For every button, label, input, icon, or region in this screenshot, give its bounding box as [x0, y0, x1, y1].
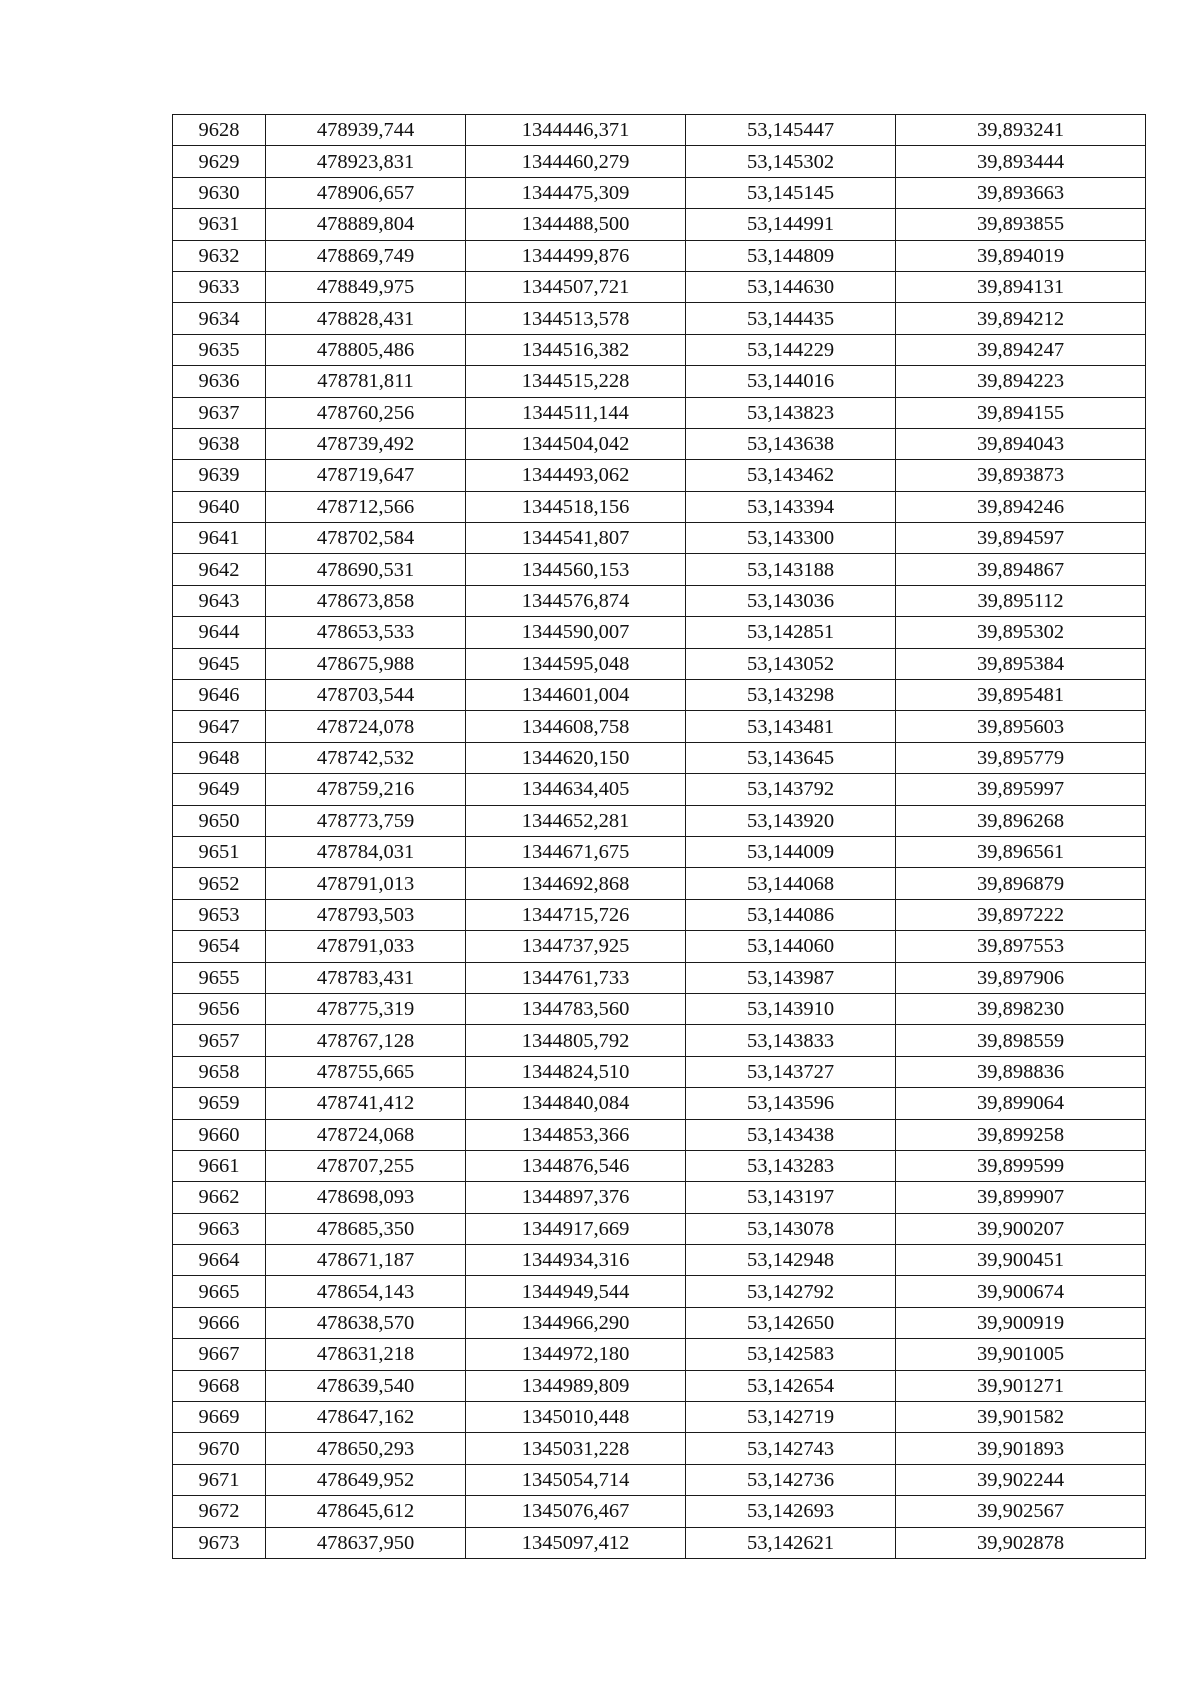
- coordinates-table: [172, 114, 1146, 1559]
- x-coordinate-cell: 478645,612: [266, 1496, 466, 1527]
- x-coordinate-cell: 478775,319: [266, 993, 466, 1024]
- latitude-cell: 53,143481: [686, 711, 896, 742]
- x-coordinate-cell: 478869,749: [266, 240, 466, 271]
- table-row: [173, 240, 1146, 271]
- table-row: [173, 899, 1146, 930]
- y-coordinate-cell: 1344972,180: [466, 1339, 686, 1370]
- longitude-cell: 39,894223: [896, 366, 1146, 397]
- y-coordinate-cell: 1344824,510: [466, 1056, 686, 1087]
- latitude-cell: 53,143596: [686, 1088, 896, 1119]
- x-coordinate-cell: 478703,544: [266, 680, 466, 711]
- x-coordinate-cell: 478712,566: [266, 491, 466, 522]
- y-coordinate-cell: 1344634,405: [466, 774, 686, 805]
- latitude-cell: 53,143394: [686, 491, 896, 522]
- x-coordinate-cell: 478653,533: [266, 617, 466, 648]
- y-coordinate-cell: 1344460,279: [466, 146, 686, 177]
- y-coordinate-cell: 1344876,546: [466, 1150, 686, 1181]
- y-coordinate-cell: 1344513,578: [466, 303, 686, 334]
- point-number-cell: 9670: [173, 1433, 266, 1464]
- y-coordinate-cell: 1344652,281: [466, 805, 686, 836]
- point-number-cell: 9643: [173, 585, 266, 616]
- latitude-cell: 53,144229: [686, 334, 896, 365]
- longitude-cell: 39,898836: [896, 1056, 1146, 1087]
- table-row: [173, 931, 1146, 962]
- table-row: [173, 742, 1146, 773]
- longitude-cell: 39,902244: [896, 1464, 1146, 1495]
- latitude-cell: 53,142654: [686, 1370, 896, 1401]
- latitude-cell: 53,142650: [686, 1307, 896, 1338]
- y-coordinate-cell: 1344516,382: [466, 334, 686, 365]
- latitude-cell: 53,144630: [686, 271, 896, 302]
- table-row: [173, 366, 1146, 397]
- point-number-cell: 9673: [173, 1527, 266, 1558]
- longitude-cell: 39,894597: [896, 523, 1146, 554]
- latitude-cell: 53,144991: [686, 209, 896, 240]
- table-row: [173, 334, 1146, 365]
- point-number-cell: 9637: [173, 397, 266, 428]
- x-coordinate-cell: 478791,033: [266, 931, 466, 962]
- y-coordinate-cell: 1344601,004: [466, 680, 686, 711]
- x-coordinate-cell: 478690,531: [266, 554, 466, 585]
- x-coordinate-cell: 478649,952: [266, 1464, 466, 1495]
- table-row: [173, 585, 1146, 616]
- x-coordinate-cell: 478707,255: [266, 1150, 466, 1181]
- table-row: [173, 1496, 1146, 1527]
- point-number-cell: 9662: [173, 1182, 266, 1213]
- table-row: [173, 303, 1146, 334]
- x-coordinate-cell: 478702,584: [266, 523, 466, 554]
- point-number-cell: 9656: [173, 993, 266, 1024]
- x-coordinate-cell: 478724,068: [266, 1119, 466, 1150]
- table-row: [173, 774, 1146, 805]
- point-number-cell: 9644: [173, 617, 266, 648]
- longitude-cell: 39,901582: [896, 1402, 1146, 1433]
- x-coordinate-cell: 478739,492: [266, 428, 466, 459]
- y-coordinate-cell: 1344541,807: [466, 523, 686, 554]
- table-row: [173, 962, 1146, 993]
- point-number-cell: 9639: [173, 460, 266, 491]
- point-number-cell: 9633: [173, 271, 266, 302]
- table-row: [173, 1464, 1146, 1495]
- table-row: [173, 648, 1146, 679]
- table-row: [173, 177, 1146, 208]
- x-coordinate-cell: 478650,293: [266, 1433, 466, 1464]
- x-coordinate-cell: 478939,744: [266, 115, 466, 146]
- latitude-cell: 53,143300: [686, 523, 896, 554]
- longitude-cell: 39,896879: [896, 868, 1146, 899]
- table-row: [173, 115, 1146, 146]
- longitude-cell: 39,894019: [896, 240, 1146, 271]
- point-number-cell: 9649: [173, 774, 266, 805]
- x-coordinate-cell: 478647,162: [266, 1402, 466, 1433]
- longitude-cell: 39,893855: [896, 209, 1146, 240]
- table-row: [173, 209, 1146, 240]
- table-row: [173, 491, 1146, 522]
- point-number-cell: 9654: [173, 931, 266, 962]
- point-number-cell: 9646: [173, 680, 266, 711]
- y-coordinate-cell: 1344715,726: [466, 899, 686, 930]
- x-coordinate-cell: 478783,431: [266, 962, 466, 993]
- y-coordinate-cell: 1344989,809: [466, 1370, 686, 1401]
- x-coordinate-cell: 478889,804: [266, 209, 466, 240]
- y-coordinate-cell: 1344692,868: [466, 868, 686, 899]
- table-row: [173, 711, 1146, 742]
- longitude-cell: 39,901271: [896, 1370, 1146, 1401]
- latitude-cell: 53,145302: [686, 146, 896, 177]
- x-coordinate-cell: 478654,143: [266, 1276, 466, 1307]
- point-number-cell: 9651: [173, 836, 266, 867]
- table-row: [173, 1245, 1146, 1276]
- y-coordinate-cell: 1345076,467: [466, 1496, 686, 1527]
- longitude-cell: 39,897553: [896, 931, 1146, 962]
- latitude-cell: 53,144435: [686, 303, 896, 334]
- latitude-cell: 53,142736: [686, 1464, 896, 1495]
- x-coordinate-cell: 478671,187: [266, 1245, 466, 1276]
- latitude-cell: 53,143833: [686, 1025, 896, 1056]
- x-coordinate-cell: 478698,093: [266, 1182, 466, 1213]
- x-coordinate-cell: 478742,532: [266, 742, 466, 773]
- point-number-cell: 9665: [173, 1276, 266, 1307]
- latitude-cell: 53,143910: [686, 993, 896, 1024]
- latitude-cell: 53,144086: [686, 899, 896, 930]
- table-row: [173, 1119, 1146, 1150]
- table-row: [173, 1370, 1146, 1401]
- point-number-cell: 9636: [173, 366, 266, 397]
- table-row: [173, 1182, 1146, 1213]
- y-coordinate-cell: 1345031,228: [466, 1433, 686, 1464]
- x-coordinate-cell: 478906,657: [266, 177, 466, 208]
- latitude-cell: 53,143987: [686, 962, 896, 993]
- y-coordinate-cell: 1344671,675: [466, 836, 686, 867]
- longitude-cell: 39,895481: [896, 680, 1146, 711]
- point-number-cell: 9672: [173, 1496, 266, 1527]
- point-number-cell: 9628: [173, 115, 266, 146]
- point-number-cell: 9669: [173, 1402, 266, 1433]
- x-coordinate-cell: 478784,031: [266, 836, 466, 867]
- point-number-cell: 9635: [173, 334, 266, 365]
- y-coordinate-cell: 1345010,448: [466, 1402, 686, 1433]
- x-coordinate-cell: 478849,975: [266, 271, 466, 302]
- point-number-cell: 9667: [173, 1339, 266, 1370]
- latitude-cell: 53,142621: [686, 1527, 896, 1558]
- point-number-cell: 9652: [173, 868, 266, 899]
- latitude-cell: 53,143823: [686, 397, 896, 428]
- point-number-cell: 9630: [173, 177, 266, 208]
- y-coordinate-cell: 1344608,758: [466, 711, 686, 742]
- latitude-cell: 53,145145: [686, 177, 896, 208]
- y-coordinate-cell: 1344504,042: [466, 428, 686, 459]
- longitude-cell: 39,902567: [896, 1496, 1146, 1527]
- y-coordinate-cell: 1344934,316: [466, 1245, 686, 1276]
- longitude-cell: 39,899258: [896, 1119, 1146, 1150]
- y-coordinate-cell: 1344761,733: [466, 962, 686, 993]
- latitude-cell: 53,145447: [686, 115, 896, 146]
- latitude-cell: 53,143052: [686, 648, 896, 679]
- longitude-cell: 39,895997: [896, 774, 1146, 805]
- y-coordinate-cell: 1345054,714: [466, 1464, 686, 1495]
- table-row: [173, 1213, 1146, 1244]
- latitude-cell: 53,143078: [686, 1213, 896, 1244]
- y-coordinate-cell: 1345097,412: [466, 1527, 686, 1558]
- point-number-cell: 9638: [173, 428, 266, 459]
- latitude-cell: 53,143036: [686, 585, 896, 616]
- longitude-cell: 39,895779: [896, 742, 1146, 773]
- longitude-cell: 39,894155: [896, 397, 1146, 428]
- x-coordinate-cell: 478639,540: [266, 1370, 466, 1401]
- y-coordinate-cell: 1344507,721: [466, 271, 686, 302]
- table-row: [173, 1056, 1146, 1087]
- y-coordinate-cell: 1344493,062: [466, 460, 686, 491]
- latitude-cell: 53,144068: [686, 868, 896, 899]
- x-coordinate-cell: 478741,412: [266, 1088, 466, 1119]
- table-row: [173, 993, 1146, 1024]
- table-row: [173, 1402, 1146, 1433]
- table-row: [173, 868, 1146, 899]
- x-coordinate-cell: 478805,486: [266, 334, 466, 365]
- y-coordinate-cell: 1344576,874: [466, 585, 686, 616]
- latitude-cell: 53,144060: [686, 931, 896, 962]
- point-number-cell: 9647: [173, 711, 266, 742]
- longitude-cell: 39,896268: [896, 805, 1146, 836]
- y-coordinate-cell: 1344511,144: [466, 397, 686, 428]
- latitude-cell: 53,144009: [686, 836, 896, 867]
- longitude-cell: 39,895112: [896, 585, 1146, 616]
- point-number-cell: 9632: [173, 240, 266, 271]
- x-coordinate-cell: 478675,988: [266, 648, 466, 679]
- longitude-cell: 39,899064: [896, 1088, 1146, 1119]
- point-number-cell: 9660: [173, 1119, 266, 1150]
- point-number-cell: 9663: [173, 1213, 266, 1244]
- latitude-cell: 53,143283: [686, 1150, 896, 1181]
- table-row: [173, 836, 1146, 867]
- x-coordinate-cell: 478673,858: [266, 585, 466, 616]
- table-row: [173, 617, 1146, 648]
- longitude-cell: 39,900451: [896, 1245, 1146, 1276]
- table-row: [173, 523, 1146, 554]
- latitude-cell: 53,143645: [686, 742, 896, 773]
- table-row: [173, 805, 1146, 836]
- y-coordinate-cell: 1344949,544: [466, 1276, 686, 1307]
- table-row: [173, 1150, 1146, 1181]
- table-row: [173, 1307, 1146, 1338]
- longitude-cell: 39,897222: [896, 899, 1146, 930]
- x-coordinate-cell: 478638,570: [266, 1307, 466, 1338]
- longitude-cell: 39,898559: [896, 1025, 1146, 1056]
- table-row: [173, 1025, 1146, 1056]
- x-coordinate-cell: 478773,759: [266, 805, 466, 836]
- table-row: [173, 146, 1146, 177]
- longitude-cell: 39,895603: [896, 711, 1146, 742]
- y-coordinate-cell: 1344446,371: [466, 115, 686, 146]
- x-coordinate-cell: 478791,013: [266, 868, 466, 899]
- point-number-cell: 9645: [173, 648, 266, 679]
- table-row: [173, 554, 1146, 585]
- longitude-cell: 39,893873: [896, 460, 1146, 491]
- y-coordinate-cell: 1344737,925: [466, 931, 686, 962]
- y-coordinate-cell: 1344966,290: [466, 1307, 686, 1338]
- longitude-cell: 39,900919: [896, 1307, 1146, 1338]
- table-row: [173, 1527, 1146, 1558]
- point-number-cell: 9631: [173, 209, 266, 240]
- longitude-cell: 39,894246: [896, 491, 1146, 522]
- y-coordinate-cell: 1344805,792: [466, 1025, 686, 1056]
- y-coordinate-cell: 1344499,876: [466, 240, 686, 271]
- y-coordinate-cell: 1344560,153: [466, 554, 686, 585]
- y-coordinate-cell: 1344518,156: [466, 491, 686, 522]
- latitude-cell: 53,143438: [686, 1119, 896, 1150]
- table-row: [173, 460, 1146, 491]
- y-coordinate-cell: 1344783,560: [466, 993, 686, 1024]
- point-number-cell: 9629: [173, 146, 266, 177]
- latitude-cell: 53,142792: [686, 1276, 896, 1307]
- latitude-cell: 53,143188: [686, 554, 896, 585]
- point-number-cell: 9655: [173, 962, 266, 993]
- table-row: [173, 680, 1146, 711]
- latitude-cell: 53,142693: [686, 1496, 896, 1527]
- latitude-cell: 53,143792: [686, 774, 896, 805]
- point-number-cell: 9657: [173, 1025, 266, 1056]
- point-number-cell: 9661: [173, 1150, 266, 1181]
- y-coordinate-cell: 1344840,084: [466, 1088, 686, 1119]
- table-row: [173, 428, 1146, 459]
- longitude-cell: 39,894867: [896, 554, 1146, 585]
- y-coordinate-cell: 1344853,366: [466, 1119, 686, 1150]
- point-number-cell: 9671: [173, 1464, 266, 1495]
- x-coordinate-cell: 478755,665: [266, 1056, 466, 1087]
- table-row: [173, 1433, 1146, 1464]
- point-number-cell: 9640: [173, 491, 266, 522]
- point-number-cell: 9659: [173, 1088, 266, 1119]
- x-coordinate-cell: 478724,078: [266, 711, 466, 742]
- longitude-cell: 39,899599: [896, 1150, 1146, 1181]
- longitude-cell: 39,894212: [896, 303, 1146, 334]
- point-number-cell: 9664: [173, 1245, 266, 1276]
- point-number-cell: 9653: [173, 899, 266, 930]
- table-row: [173, 1339, 1146, 1370]
- x-coordinate-cell: 478759,216: [266, 774, 466, 805]
- x-coordinate-cell: 478793,503: [266, 899, 466, 930]
- latitude-cell: 53,142719: [686, 1402, 896, 1433]
- x-coordinate-cell: 478781,811: [266, 366, 466, 397]
- longitude-cell: 39,893444: [896, 146, 1146, 177]
- latitude-cell: 53,142583: [686, 1339, 896, 1370]
- point-number-cell: 9641: [173, 523, 266, 554]
- table-row: [173, 397, 1146, 428]
- x-coordinate-cell: 478767,128: [266, 1025, 466, 1056]
- longitude-cell: 39,894043: [896, 428, 1146, 459]
- latitude-cell: 53,143920: [686, 805, 896, 836]
- x-coordinate-cell: 478719,647: [266, 460, 466, 491]
- y-coordinate-cell: 1344595,048: [466, 648, 686, 679]
- x-coordinate-cell: 478828,431: [266, 303, 466, 334]
- y-coordinate-cell: 1344590,007: [466, 617, 686, 648]
- longitude-cell: 39,901893: [896, 1433, 1146, 1464]
- point-number-cell: 9648: [173, 742, 266, 773]
- y-coordinate-cell: 1344897,376: [466, 1182, 686, 1213]
- x-coordinate-cell: 478685,350: [266, 1213, 466, 1244]
- longitude-cell: 39,900207: [896, 1213, 1146, 1244]
- longitude-cell: 39,899907: [896, 1182, 1146, 1213]
- latitude-cell: 53,142948: [686, 1245, 896, 1276]
- latitude-cell: 53,143462: [686, 460, 896, 491]
- latitude-cell: 53,144809: [686, 240, 896, 271]
- point-number-cell: 9642: [173, 554, 266, 585]
- table-row: [173, 271, 1146, 302]
- latitude-cell: 53,143638: [686, 428, 896, 459]
- x-coordinate-cell: 478760,256: [266, 397, 466, 428]
- y-coordinate-cell: 1344917,669: [466, 1213, 686, 1244]
- point-number-cell: 9634: [173, 303, 266, 334]
- y-coordinate-cell: 1344620,150: [466, 742, 686, 773]
- latitude-cell: 53,142743: [686, 1433, 896, 1464]
- longitude-cell: 39,898230: [896, 993, 1146, 1024]
- longitude-cell: 39,897906: [896, 962, 1146, 993]
- longitude-cell: 39,895302: [896, 617, 1146, 648]
- longitude-cell: 39,902878: [896, 1527, 1146, 1558]
- x-coordinate-cell: 478923,831: [266, 146, 466, 177]
- point-number-cell: 9658: [173, 1056, 266, 1087]
- x-coordinate-cell: 478631,218: [266, 1339, 466, 1370]
- longitude-cell: 39,895384: [896, 648, 1146, 679]
- y-coordinate-cell: 1344488,500: [466, 209, 686, 240]
- longitude-cell: 39,893241: [896, 115, 1146, 146]
- longitude-cell: 39,900674: [896, 1276, 1146, 1307]
- longitude-cell: 39,894247: [896, 334, 1146, 365]
- point-number-cell: 9650: [173, 805, 266, 836]
- latitude-cell: 53,144016: [686, 366, 896, 397]
- longitude-cell: 39,896561: [896, 836, 1146, 867]
- latitude-cell: 53,143298: [686, 680, 896, 711]
- latitude-cell: 53,143727: [686, 1056, 896, 1087]
- table-row: [173, 1088, 1146, 1119]
- coordinates-table-body: [173, 115, 1146, 1559]
- longitude-cell: 39,893663: [896, 177, 1146, 208]
- latitude-cell: 53,143197: [686, 1182, 896, 1213]
- table-row: [173, 1276, 1146, 1307]
- latitude-cell: 53,142851: [686, 617, 896, 648]
- y-coordinate-cell: 1344515,228: [466, 366, 686, 397]
- point-number-cell: 9666: [173, 1307, 266, 1338]
- longitude-cell: 39,901005: [896, 1339, 1146, 1370]
- longitude-cell: 39,894131: [896, 271, 1146, 302]
- point-number-cell: 9668: [173, 1370, 266, 1401]
- x-coordinate-cell: 478637,950: [266, 1527, 466, 1558]
- y-coordinate-cell: 1344475,309: [466, 177, 686, 208]
